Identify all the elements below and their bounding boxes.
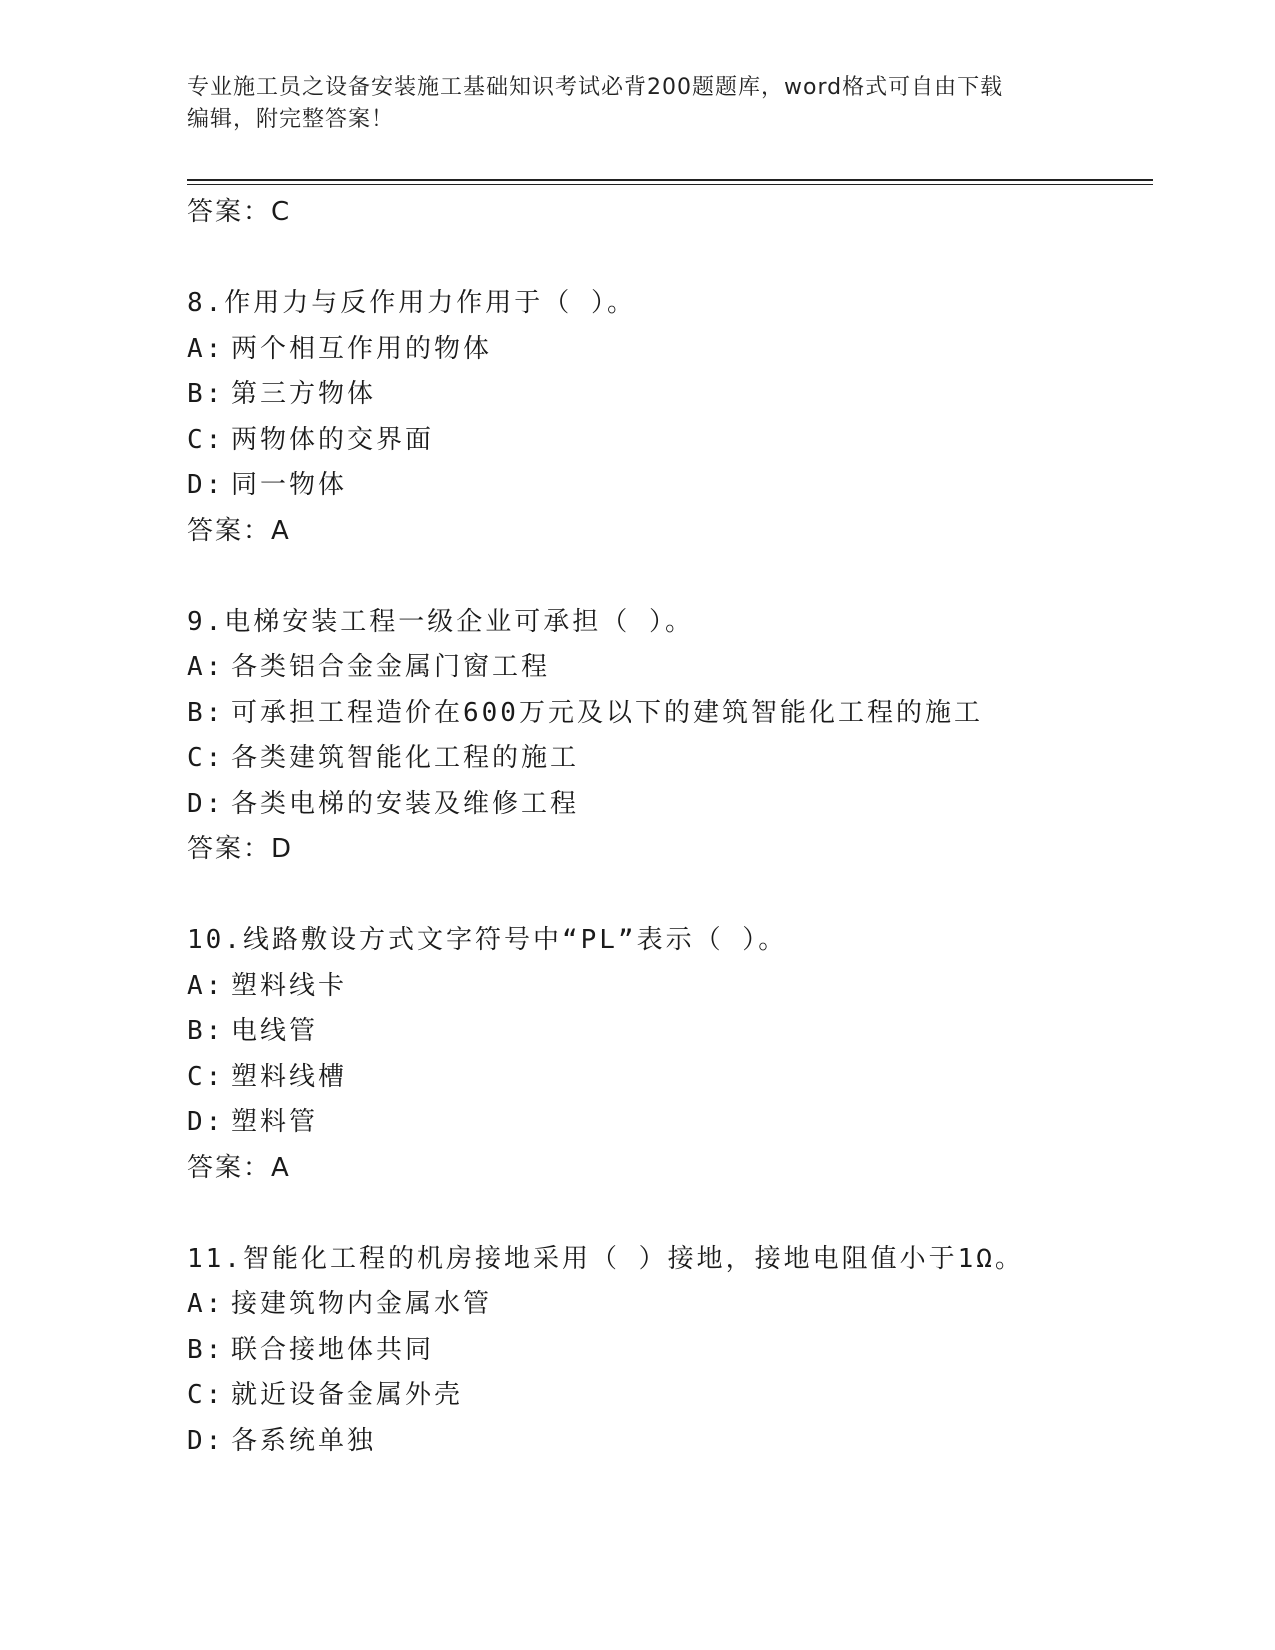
header-line-1: 专业施工员之设备安装施工基础知识考试必背200题题库，word格式可自由下载 — [187, 75, 1004, 100]
option-c — [187, 1373, 1167, 1419]
question-stem: 8.作用力与反作用力作用于（ ）。 — [187, 288, 636, 318]
option-letter: C: — [187, 424, 225, 455]
option-d — [187, 782, 1167, 828]
option-letter: B: — [187, 1334, 225, 1365]
option-b — [187, 1328, 1167, 1374]
answer-line: 答案：A — [187, 515, 291, 546]
answer-line: 答案：D — [187, 834, 294, 864]
option-text: 各类电梯的安装及维修工程 — [231, 788, 580, 819]
option-letter: D: — [187, 1425, 225, 1456]
question-block — [187, 281, 1167, 554]
previous-answer: 答案：C — [187, 197, 292, 227]
option-letter: A: — [187, 1289, 225, 1319]
option-text: 各系统单独 — [231, 1425, 377, 1456]
option-text: 电线管 — [231, 1016, 319, 1046]
option-a — [187, 645, 1167, 691]
option-letter: C: — [187, 743, 225, 773]
option-d — [187, 1100, 1167, 1146]
option-text: 同一物体 — [231, 470, 348, 500]
option-letter: B: — [187, 1016, 225, 1046]
option-text: 各类铝合金金属门窗工程 — [231, 652, 551, 682]
option-letter: C: — [187, 1061, 225, 1092]
option-letter: C: — [187, 1380, 225, 1410]
document-header — [187, 72, 1087, 136]
spacer — [187, 236, 1167, 282]
option-letter: D: — [187, 788, 225, 819]
question-block — [187, 1237, 1167, 1465]
option-c — [187, 1055, 1167, 1101]
option-letter: B: — [187, 697, 225, 728]
answer-line: 答案：A — [187, 1152, 291, 1183]
option-d — [187, 463, 1167, 509]
option-letter: D: — [187, 470, 225, 500]
option-text: 联合接地体共同 — [231, 1334, 435, 1365]
question-list — [187, 190, 1167, 1464]
option-text: 各类建筑智能化工程的施工 — [231, 743, 580, 773]
option-text: 塑料线卡 — [231, 970, 348, 1001]
option-b — [187, 1009, 1167, 1055]
option-c — [187, 418, 1167, 464]
question-stem: 10.线路敷设方式文字符号中“PL”表示（ ）。 — [187, 925, 788, 955]
option-text: 两个相互作用的物体 — [231, 333, 493, 364]
option-text: 两物体的交界面 — [231, 424, 435, 455]
option-text: 塑料管 — [231, 1107, 319, 1137]
option-text: 塑料线槽 — [231, 1061, 348, 1092]
option-a — [187, 1282, 1167, 1328]
option-letter: A: — [187, 333, 225, 364]
spacer — [187, 1191, 1167, 1237]
option-text: 接建筑物内金属水管 — [231, 1289, 493, 1319]
header-line-2: 编辑，附完整答案！ — [187, 107, 395, 132]
header-rule-thin — [187, 184, 1153, 185]
question-stem: 9.电梯安装工程一级企业可承担（ ）。 — [187, 606, 694, 637]
option-a — [187, 327, 1167, 373]
option-text: 可承担工程造价在600万元及以下的建筑智能化工程的施工 — [231, 697, 983, 728]
option-b — [187, 372, 1167, 418]
question-block — [187, 600, 1167, 873]
option-letter: A: — [187, 970, 225, 1001]
option-b — [187, 691, 1167, 737]
option-text: 第三方物体 — [231, 379, 377, 409]
option-letter: B: — [187, 379, 225, 409]
question-stem: 11.智能化工程的机房接地采用（ ）接地，接地电阻值小于1Ω。 — [187, 1243, 1024, 1274]
option-c — [187, 736, 1167, 782]
option-d — [187, 1419, 1167, 1465]
option-letter: D: — [187, 1107, 225, 1137]
option-a — [187, 964, 1167, 1010]
option-letter: A: — [187, 652, 225, 682]
header-rule-thick — [187, 179, 1153, 181]
option-text: 就近设备金属外壳 — [231, 1380, 464, 1410]
spacer — [187, 554, 1167, 600]
spacer — [187, 873, 1167, 919]
question-block — [187, 918, 1167, 1191]
